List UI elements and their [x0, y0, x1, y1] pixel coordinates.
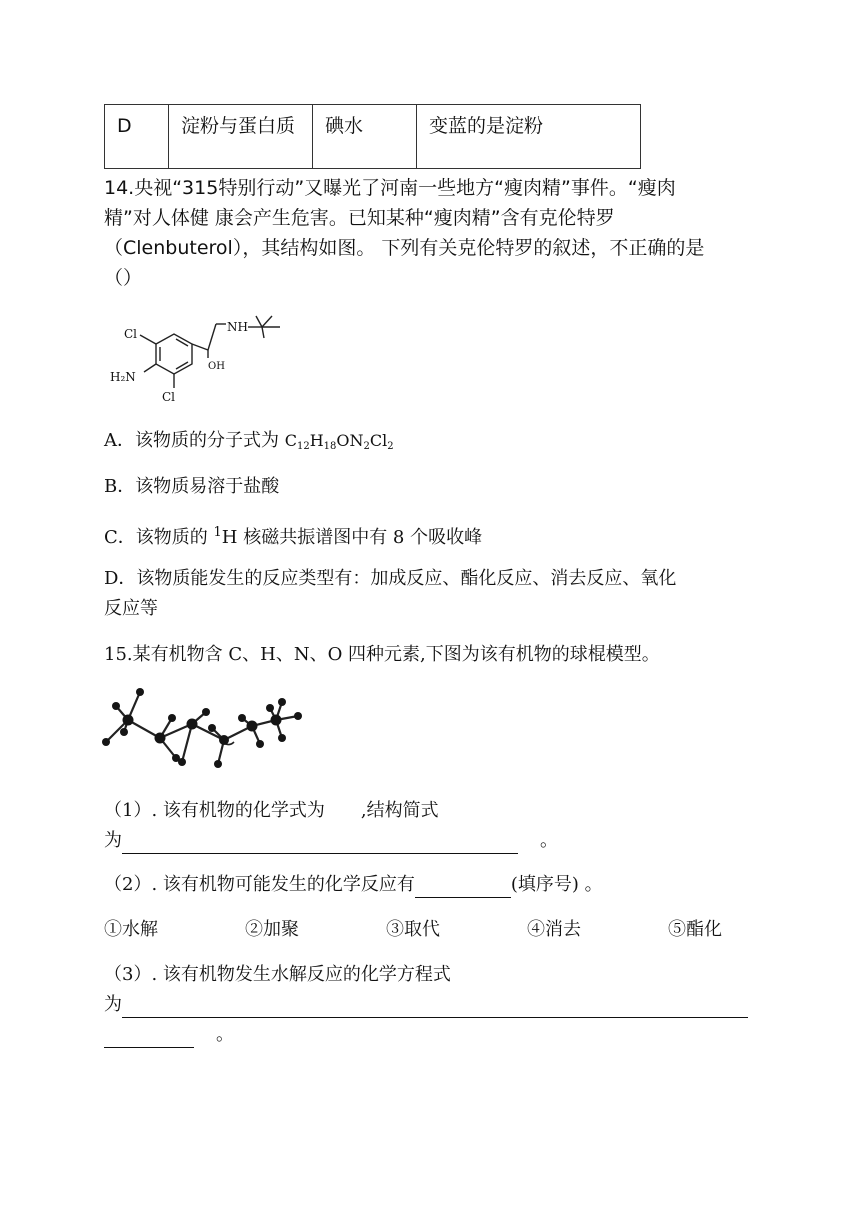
q15-sub3-line-2: 为	[104, 992, 748, 1018]
q15-sub2: （2）. 该有机物可能发生的化学反应有 (填序号) 。	[104, 872, 603, 898]
structure-label-oh: OH	[208, 361, 225, 372]
q14-line-2: 精”对人体健 康会产生危害。已知某种“瘦肉精”含有克伦特罗	[104, 207, 615, 229]
q14-option-a	[104, 428, 394, 460]
q14-line-1: 14.央视“315特别行动”又曝光了河南一些地方“瘦肉精”事件。“瘦肉	[104, 177, 676, 199]
answer-blank-structure[interactable]	[122, 833, 518, 854]
q14-option-c: C．该物质的 $^1$H 核磁共振谱图中有 8 个吸收峰	[104, 525, 483, 548]
structure-label-cl-top: Cl	[124, 327, 138, 341]
answer-blank-equation-2[interactable]	[104, 1027, 194, 1048]
table-cell-option: D	[105, 105, 169, 169]
table-cell-substances: 淀粉与蛋白质	[169, 105, 313, 169]
q14-option-d-line-2: 反应等	[104, 598, 158, 619]
q15-sub3-line-1: （3）. 该有机物发生水解反应的化学方程式	[104, 964, 451, 985]
clenbuterol-structure-diagram	[104, 306, 294, 406]
ball-and-stick-model	[100, 682, 310, 778]
option-a-text: A．该物质的分子式为	[104, 430, 285, 451]
answer-blank-reactions[interactable]	[415, 877, 511, 898]
structure-label-nh: NH	[227, 320, 248, 334]
choice-polymerization: ②加聚	[245, 919, 299, 940]
q15-sub1-line-1: （1）. 该有机物的化学式为 ,结构简式	[104, 800, 439, 821]
choice-hydrolysis: ①水解	[104, 919, 158, 940]
option-a-formula: $C_{12}H_{18}ON_2Cl_2$	[284, 431, 394, 452]
q15-sub1-line-2: 为 。	[104, 828, 558, 854]
choice-substitution: ③取代	[386, 919, 440, 940]
q14-option-b: B．该物质易溶于盐酸	[104, 476, 280, 497]
choice-elimination: ④消去	[527, 919, 581, 940]
q14-line-4: （）	[104, 267, 143, 289]
structure-label-cl-bottom: Cl	[162, 390, 176, 404]
structure-label-h2n: H₂N	[110, 370, 136, 384]
choice-esterification: ⑤酯化	[668, 919, 722, 940]
q14-option-d-line-1: D．该物质能发生的反应类型有：加成反应、酯化反应、消去反应、氧化	[104, 568, 677, 589]
answer-table-row	[104, 104, 641, 169]
q15-stem: 15.某有机物含 C、H、N、O 四种元素,下图为该有机物的球棍模型。	[104, 644, 660, 665]
table-cell-phenomenon: 变蓝的是淀粉	[417, 105, 641, 169]
q14-line-3: （Clenbuterol），其结构如图。 下列有关克伦特罗的叙述，不正确的是	[104, 237, 705, 259]
q15-sub3-line-3: 。	[104, 1022, 234, 1048]
table-cell-reagent: 碘水	[313, 105, 417, 169]
answer-blank-equation-1[interactable]	[122, 997, 748, 1018]
